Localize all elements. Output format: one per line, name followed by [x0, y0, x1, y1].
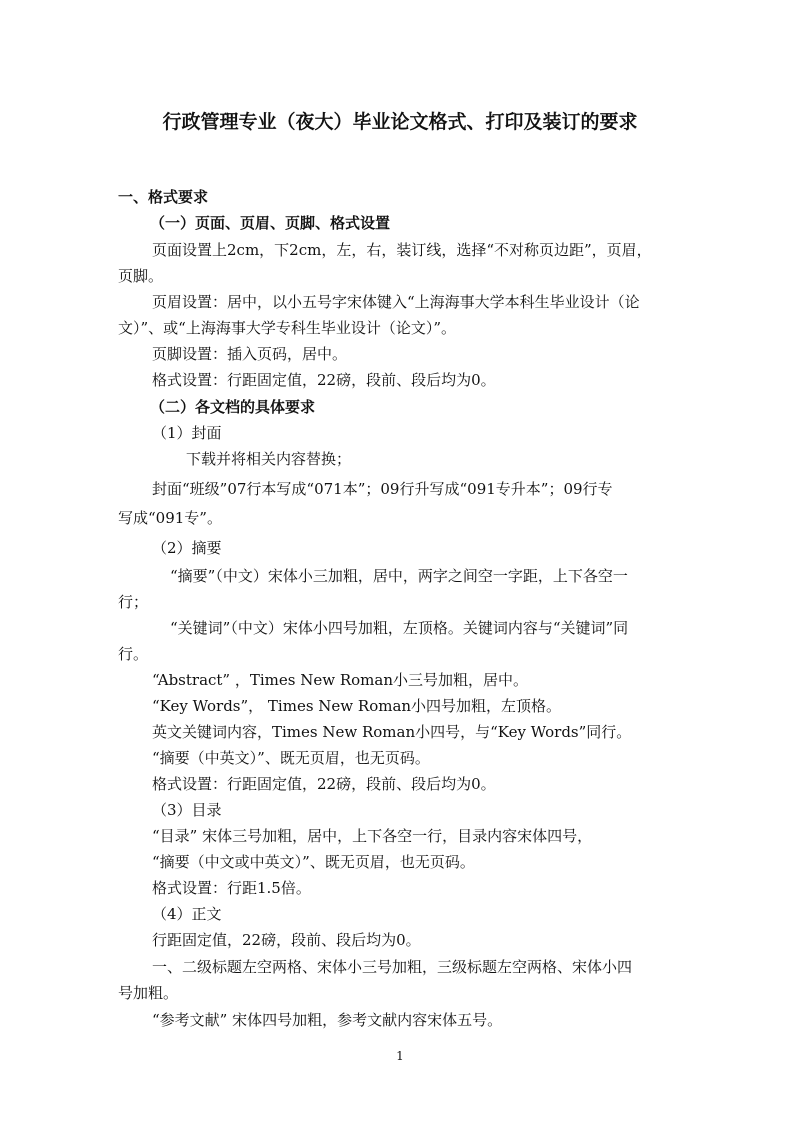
paragraph-line: 格式设置：行距固定值，22磅，段前、段后均为0。 — [152, 775, 496, 793]
item-heading-cover: （1）封面 — [152, 424, 222, 442]
paragraph-line: 号加粗。 — [118, 984, 179, 1002]
subsection-heading-page-setup: （一）页面、页眉、页脚、格式设置 — [150, 214, 391, 232]
paragraph-line: 页眉设置：居中，以小五号字宋体键入“上海海事大学本科生毕业设计（论 — [152, 293, 640, 311]
item-heading-body: （4）正文 — [152, 905, 222, 923]
section-heading-format: 一、格式要求 — [118, 188, 209, 206]
paragraph-line: “参考文献” 宋体四号加粗，参考文献内容宋体五号。 — [152, 1011, 503, 1029]
paragraph-line: 页面设置上2cm，下2cm，左，右，装订线，选择“不对称页边距”，页眉， — [152, 241, 652, 259]
paragraph-line: “目录” 宋体三号加粗，居中，上下各空一行，目录内容宋体四号， — [152, 827, 593, 845]
paragraph-line: 行距固定值，22磅，段前、段后均为0。 — [152, 931, 421, 949]
paragraph-line: “Key Words”， Times New Roman小四号加粗，左顶格。 — [152, 697, 562, 715]
paragraph-line: “摘要（中英文）”、既无页眉，也无页码。 — [152, 749, 430, 767]
item-heading-contents: （3）目录 — [152, 801, 222, 819]
paragraph-line: 英文关键词内容，Times New Roman小四号，与“Key Words”同行。 — [152, 723, 632, 741]
paragraph-line: 页脚。 — [118, 267, 164, 285]
paragraph-line: 下载并将相关内容替换； — [186, 450, 352, 468]
paragraph-line: “摘要（中文或中英文）”、既无页眉，也无页码。 — [152, 853, 475, 871]
document-title: 行政管理专业（夜大）毕业论文格式、打印及装订的要求 — [162, 111, 638, 133]
paragraph-line: 文）”、或“上海海事大学专科生毕业设计（论文）”。 — [118, 319, 457, 337]
subsection-heading-documents: （二）各文档的具体要求 — [150, 398, 316, 416]
paragraph-line: 格式设置：行距固定值，22磅，段前、段后均为0。 — [152, 371, 496, 389]
paragraph-line: 格式设置：行距1.5倍。 — [152, 879, 311, 897]
paragraph-line: 行； — [118, 593, 149, 611]
paragraph-line: “Abstract” ，Times New Roman小三号加粗，居中。 — [152, 671, 529, 689]
paragraph-line: 行。 — [118, 645, 149, 663]
paragraph-line: “关键词”（中文）宋体小四号加粗，左顶格。关键词内容与“关键词”同 — [170, 619, 629, 637]
paragraph-line: “摘要”（中文）宋体小三加粗，居中，两字之间空一字距，上下各空一 — [170, 567, 628, 585]
paragraph-line: 写成“091专”。 — [118, 509, 222, 527]
item-heading-abstract: （2）摘要 — [152, 539, 222, 557]
paragraph-line: 封面“班级”07行本写成“071本”；09行升写成“091专升本”；09行专 — [152, 480, 613, 498]
paragraph-line: 页脚设置：插入页码，居中。 — [152, 345, 348, 363]
page-number: 1 — [396, 1049, 404, 1063]
paragraph-line: 一、二级标题左空两格、宋体小三号加粗，三级标题左空两格、宋体小四 — [152, 958, 633, 976]
